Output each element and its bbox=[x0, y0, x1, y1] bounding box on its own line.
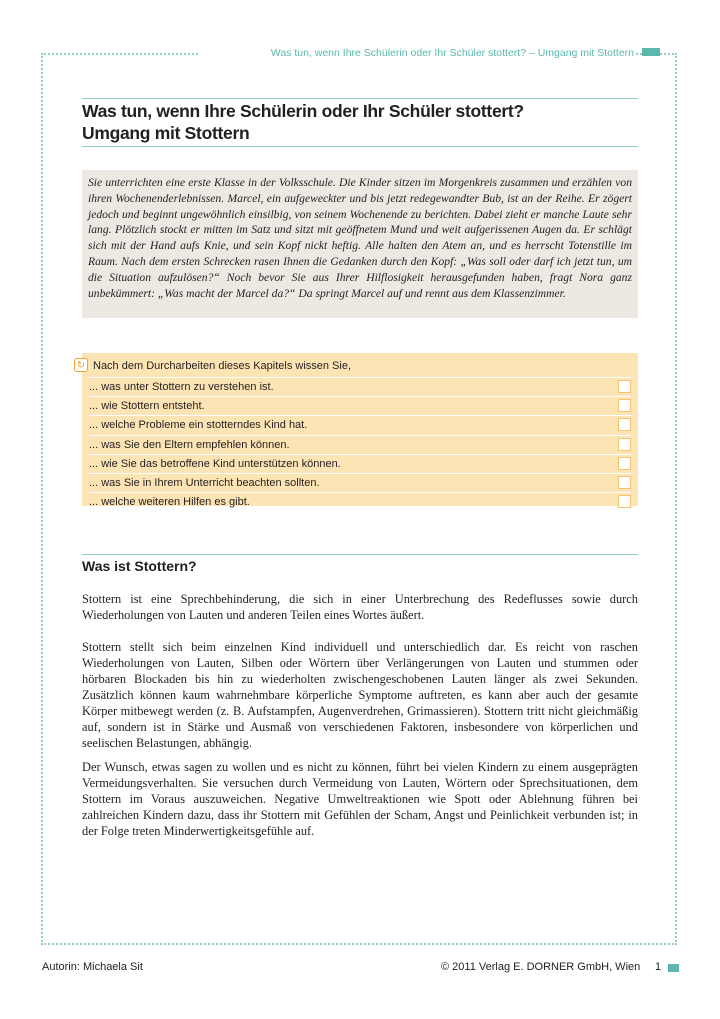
objectives-icon: ↻ bbox=[74, 358, 88, 372]
running-head-marker bbox=[642, 48, 660, 56]
goal-checkbox[interactable] bbox=[618, 399, 631, 412]
learning-goals-box bbox=[76, 353, 638, 509]
body-paragraph-1: Stottern ist eine Sprechbehinderung, die sich in einer Unterbrechung des Redeflusses sowie durch Wiederholungen von Lauten und anderen Teilen eines Wortes äußert. bbox=[82, 592, 638, 622]
title-line-1: Was tun, wenn Ihre Schülerin oder Ihr Schüler stottert? bbox=[82, 101, 524, 121]
learning-goal-item bbox=[89, 435, 631, 454]
learning-goal-item bbox=[89, 396, 631, 415]
running-head: Was tun, wenn Ihre Schülerin oder Ihr Schüler stottert? – Umgang mit Stottern bbox=[200, 44, 636, 62]
footer-marker bbox=[668, 964, 679, 972]
goal-checkbox[interactable] bbox=[618, 495, 631, 508]
footer-copyright: © 2011 Verlag E. DORNER GmbH, Wien bbox=[441, 961, 641, 973]
section-rule bbox=[82, 554, 638, 555]
goal-checkbox[interactable] bbox=[618, 438, 631, 451]
section-heading: Was ist Stottern? bbox=[82, 558, 197, 574]
learning-goals-intro: Nach dem Durcharbeiten dieses Kapitels wissen Sie, bbox=[93, 360, 352, 372]
goal-checkbox[interactable] bbox=[618, 457, 631, 470]
title-rule-bottom bbox=[82, 146, 638, 147]
intro-scenario: Sie unterrichten eine erste Klasse in der Volksschule. Die Kinder sitzen im Morgenkreis zusammen und erzählen von ihren Wochenenderlebnissen. Marcel, ein aufgeweckter und bis jetzt redegewandter Bub, ist an der Reihe. Er zögert jedoch und beginnt ungewöhnlich einsilbig, von seinem Wochenende zu berichten. Dabei zieht er manche Laute sehr lang. Plötzlich stockt er mitten im Satz und sitzt mit geöffnetem Mund und weit aufgerissenen Augen da. Er schlägt sich mit der Hand aufs Knie, und sein Kopf nickt heftig. Alle halten den Atem an, und es herrscht Totenstille im Raum. Nach dem ersten Schrecken rasen Ihnen die Gedanken durch den Kopf: „Was soll oder darf ich jetzt tun, um die Situation aufzulösen?“ Noch bevor Sie aus Ihrer Hilflosigkeit herausgefunden haben, fragt Nora ganz unbekümmert: „Was macht der Marcel da?“ Da springt Marcel auf und rennt aus dem Klassenzimmer. bbox=[82, 170, 638, 318]
learning-goal-item bbox=[89, 377, 631, 396]
goal-text: ... was Sie in Ihrem Unterricht beachten sollten. bbox=[89, 476, 320, 489]
title-line-2: Umgang mit Stottern bbox=[82, 123, 250, 143]
body-paragraph-2: Stottern stellt sich beim einzelnen Kind individuell und unterschiedlich dar. Es reicht von raschen Wiederholungen von Lauten, Silben oder Wörtern über Verlängerungen von Lauten und stummen oder hörbaren Blockaden bis hin zu wiederholten zwischengeschobenen Lauten länger als zwei Sekunden. Zusätzlich können kaum wahrnehmbare körperliche Symptome auftreten, es kann aber auch der gesamte Körper mitbewegt werden (z. B. Aufstampfen, Augenverdrehen, Grimassieren). Stottern tritt nicht gleichmäßig auf, sondern ist in Stärke und Ausmaß von verschiedenen Faktoren, insbesondere von körperlichen und seelischen Belastungen, abhängig. bbox=[82, 640, 638, 750]
learning-goal-item bbox=[89, 473, 631, 492]
goal-text: ... welche weiteren Hilfen es gibt. bbox=[89, 496, 250, 509]
body-paragraph-3: Der Wunsch, etwas sagen zu wollen und es nicht zu können, führt bei vielen Kindern zu einem ausgeprägten Vermeidungsverhalten. Sie versuchen durch Vermeidung von Lauten, Wörtern oder Sprechsituationen, dem Stottern im Voraus auszuweichen. Negative Umweltreaktionen wie Spott oder Ablehnung führen bei zahlreichen Kindern dazu, dass ihr Stottern mit Gefühlen der Scham, Angst und Peinlichkeit verbunden ist; in der Folge treten Minderwertigkeitsgefühle auf. bbox=[82, 760, 638, 838]
goal-checkbox[interactable] bbox=[618, 380, 631, 393]
learning-goal-item bbox=[89, 492, 631, 511]
goal-checkbox[interactable] bbox=[618, 418, 631, 431]
learning-goal-item bbox=[89, 454, 631, 473]
learning-goal-item bbox=[89, 415, 631, 434]
footer-author: Autorin: Michaela Sit bbox=[42, 961, 143, 973]
goal-text: ... welche Probleme ein stotterndes Kind hat. bbox=[89, 419, 308, 432]
goal-text: ... was Sie den Eltern empfehlen können. bbox=[89, 438, 290, 451]
page-title bbox=[82, 100, 638, 144]
goal-checkbox[interactable] bbox=[618, 476, 631, 489]
goal-text: ... wie Stottern entsteht. bbox=[89, 400, 205, 413]
goal-text: ... was unter Stottern zu verstehen ist. bbox=[89, 381, 274, 393]
page-number: 1 bbox=[655, 961, 662, 973]
title-rule-top bbox=[82, 98, 638, 99]
goal-text: ... wie Sie das betroffene Kind unterstützen können. bbox=[89, 457, 341, 470]
